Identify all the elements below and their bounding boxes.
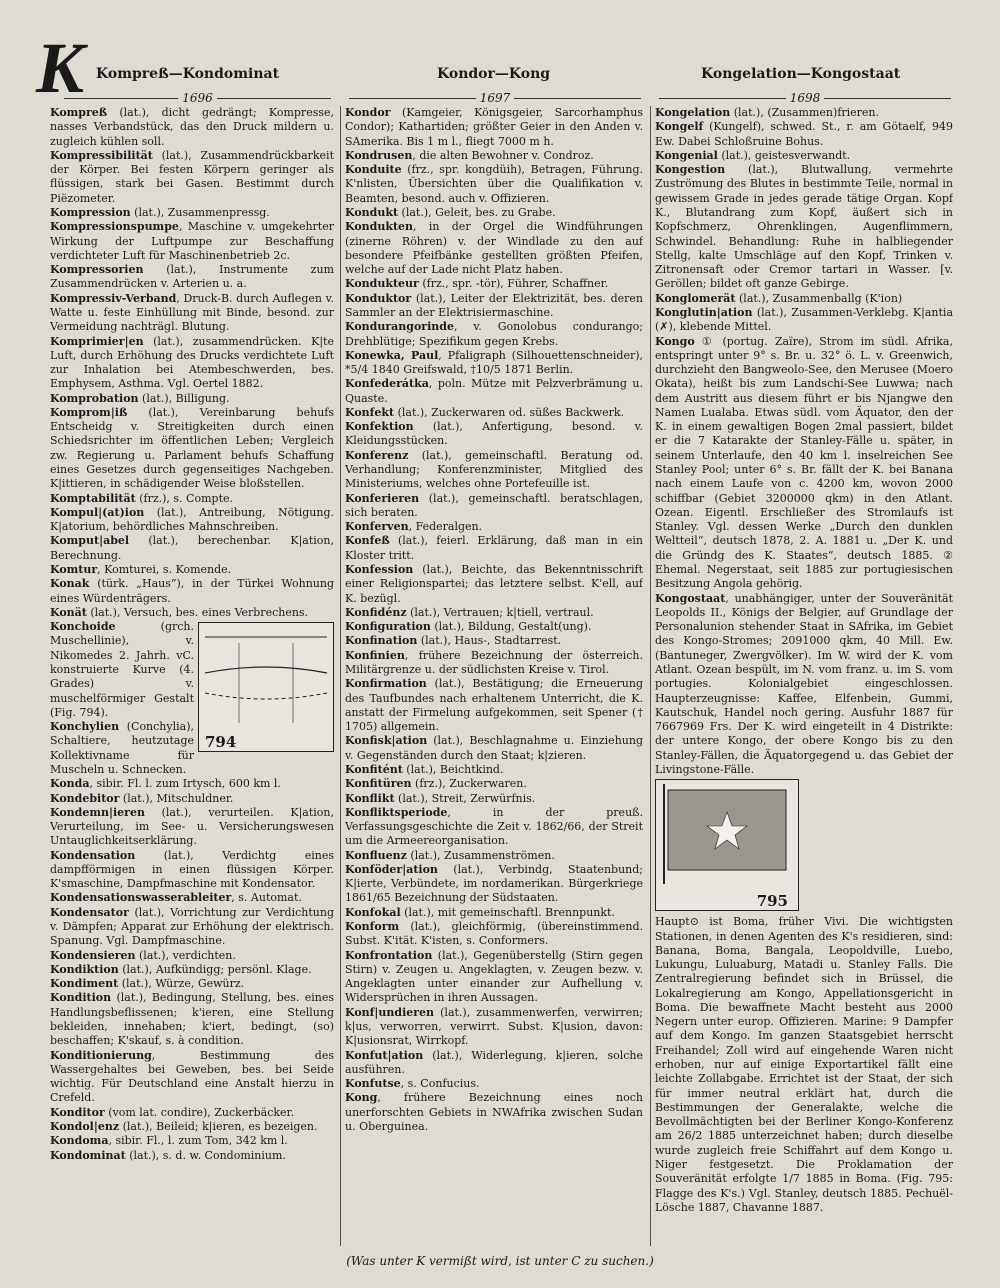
- entry-headword: Kongenial: [655, 148, 718, 162]
- dictionary-entry: [50, 1106, 334, 1120]
- entry-text: , in der preuß. Verfassungsgeschichte die Zeit v. 1862/66, der Streit um die Armeereorganisation.: [345, 805, 643, 848]
- dictionary-entry: [50, 977, 334, 991]
- entry-text: (lat.), Bestätigung; die Erneuerung des Taufbundes nach erhaltenem Unterricht, die K. anstatt der Firmelung aufgekommen, seit Spener († 1705) allgemein.: [345, 677, 643, 734]
- entry-text: (lat.), berechenbar. K|ation, Berechnung.: [50, 534, 334, 562]
- entry-text: (lat.), geistesverwandt.: [717, 148, 851, 162]
- entry-headword: Konditor: [50, 1105, 105, 1119]
- dictionary-entry: [345, 106, 643, 149]
- entry-headword: Kompul|(at)ion: [50, 505, 145, 519]
- dictionary-entry: [345, 792, 643, 806]
- dictionary-entry: [345, 606, 643, 620]
- entry-headword: Komprimier|en: [50, 334, 144, 348]
- dictionary-entry: [50, 534, 334, 563]
- dictionary-entry: [345, 420, 643, 449]
- entry-text: , die alten Bewohner v. Condroz.: [412, 148, 594, 162]
- dictionary-entry: [50, 1134, 334, 1148]
- entry-headword: Konditionierung: [50, 1048, 152, 1062]
- entry-headword: Konfidénz: [345, 605, 407, 619]
- entry-text: (lat.), Anfertigung, besond. v. Kleidungsstücken.: [345, 420, 643, 448]
- entry-text: (lat.), verurteilen. K|ation, Verurteilung, im See- u. Versicherungswesen Untauglichkeitserklärung.: [50, 805, 334, 848]
- entry-text: (lat.), Verdichtg eines dampfförmigen in einen flüssigen Körper. K'smaschine, Dampfmaschine mit Kondensator.: [50, 848, 334, 891]
- entry-text: , Federalgen.: [408, 520, 483, 534]
- dictionary-entry: [345, 863, 643, 906]
- entry-text: (Kamgeier, Königsgeier, Sarcorhamphus Condor); Kathartiden; größter Geier in den Anden v. SAmerika. Bis 1 m l., fliegt 7000 m h.: [345, 106, 643, 148]
- dictionary-entry: [50, 263, 334, 292]
- entry-headword: Konfession: [345, 563, 414, 576]
- entry-text: (Kungelf), schwed. St., r. am Götaelf, 949 Ew. Dabei Schloßruine Bohus.: [655, 120, 953, 148]
- dictionary-entry: [345, 292, 643, 321]
- dictionary-entry: [50, 806, 334, 849]
- entry-text: (türk. „Haus“), in der Türkei Wohnung eines Würdenträgers.: [50, 577, 334, 605]
- entry-text: (lat.), Leiter der Elektrizität, bes. deren Sammler an der Elektrisiermaschine.: [345, 291, 643, 319]
- dictionary-entry: [345, 620, 643, 634]
- entry-headword: Kondukt: [345, 205, 399, 219]
- entry-headword: Konfiguration: [345, 620, 431, 634]
- entry-text: (lat.), Haus-, Stadtarrest.: [417, 634, 562, 648]
- dictionary-entry: [345, 520, 643, 534]
- figure-795: [655, 779, 799, 911]
- dictionary-entry: [50, 620, 194, 720]
- footer-note: (Was unter K vermißt wird, ist unter C zu suchen.): [346, 1254, 654, 1268]
- entry-headword: Kondukten: [345, 220, 414, 234]
- entry-headword: Konfirmation: [345, 677, 427, 691]
- entry-text: (lat.), Zusammenballg (K'ion): [735, 291, 903, 305]
- dictionary-entry: [50, 406, 334, 492]
- entry-headword: Komprom|iß: [50, 405, 128, 419]
- dictionary-entry: [50, 506, 334, 535]
- dictionary-entry: [50, 149, 334, 206]
- column-rule-1: [340, 106, 341, 1246]
- entry-headword: Konferven: [345, 520, 409, 534]
- entry-headword: Konform: [345, 920, 400, 934]
- dictionary-entry: [345, 492, 643, 521]
- dictionary-entry: [655, 120, 953, 149]
- entry-headword: Konfisk|ation: [345, 734, 428, 748]
- entry-text: (lat.), zusammenwerfen, verwirren; k|us, verworren, verwirrt. Subst. K|usion, davon: K|usionsrat, Wirrkopf.: [345, 1005, 643, 1048]
- congo-flag: [656, 780, 798, 886]
- page-number-3: 1698: [655, 90, 955, 106]
- entry-text: (lat.), Zusammendrückbarkeit der Körper. Bei festen Körpern geringer als flüssigen, stark bei Gasen. Bestimmt durch Piëzometer.: [50, 148, 334, 205]
- entry-headword: Kondition: [50, 991, 112, 1005]
- entry-headword: Konduite: [345, 163, 402, 177]
- entry-headword: Kondemn|ieren: [50, 805, 145, 819]
- entry-headword: Kondensator: [50, 905, 129, 919]
- entry-text: (frz.), s. Compte.: [135, 491, 233, 505]
- dictionary-entry: [655, 306, 953, 335]
- entry-headword: Konf|undieren: [345, 1005, 435, 1019]
- entry-text: (lat.), Vertrauen; k|tiell, vertraul.: [406, 605, 594, 619]
- dictionary-entry: [345, 563, 643, 606]
- dictionary-entry: [345, 777, 643, 791]
- entry-headword: Komptabilität: [50, 491, 136, 505]
- entry-text: (lat.), verdichten.: [135, 948, 236, 962]
- entry-text: (lat.), gemeinschaftl. Beratung od. Verhandlung; Konferenzminister, Mitglied des Ministeriums, welches ohne Portefeuille ist.: [345, 448, 643, 491]
- entry-text: (lat.), feierl. Erklärung, daß man in ein Kloster tritt.: [345, 534, 643, 562]
- entry-text: (lat.), mit gemeinschaftl. Brennpunkt.: [400, 905, 615, 919]
- entry-headword: Konfluenz: [345, 848, 407, 862]
- entry-text: (lat.), Billigung.: [138, 391, 230, 405]
- dictionary-entry: [345, 534, 643, 563]
- dictionary-entry: [50, 720, 194, 777]
- entry-headword: Konfederátka: [345, 377, 429, 391]
- entry-headword: Konchoide: [50, 620, 116, 634]
- dictionary-entry: [50, 792, 334, 806]
- dictionary-entry: [50, 849, 334, 892]
- entry-text: , sibir. Fl. l. zum Irtysch, 600 km l.: [89, 777, 281, 791]
- entry-headword: Kondiment: [50, 977, 119, 991]
- entry-headword: Komtur: [50, 563, 98, 576]
- dictionary-entry: [50, 963, 334, 977]
- dictionary-entry: [345, 1091, 643, 1134]
- entry-text: (lat.), Beileid; k|ieren, es bezeigen.: [119, 1119, 318, 1133]
- dictionary-entry: [50, 991, 334, 1048]
- entry-headword: Konduktor: [345, 291, 412, 305]
- dictionary-entry: [50, 335, 334, 392]
- column-3: [655, 106, 953, 1242]
- entry-text: , Druck-B. durch Auflegen v. Watte u. feste Einhüllung mit Binde, besond. zur Vermeidung nachträgl. Blutung.: [50, 291, 334, 334]
- entry-headword: Kong: [345, 1091, 378, 1105]
- entry-headword: Konchylien: [50, 720, 120, 734]
- section-letter: K: [36, 28, 85, 108]
- entry-headword: Kondominat: [50, 1148, 126, 1162]
- entry-text: ① (portug. Zaïre), Strom im südl. Afrika, entspringt unter 9° s. Br. u. 32° ö. L. v. Greenwich, durchzieht den Bangweolo-See, den Merusee (Moero Okata), heißt bis zum Landschi-See Luwwa; nach dem Austritt aus diesem führt er bis Njangwe den Namen Lualaba. Etwas südl. vom Äquator, den der K. in einem gewaltigen Bogen 2mal passiert, bildet er die 7 Katarakte der Stanley-Fälle u. später, in seinem Unterlaufe, den 40 km l. inselreichen See Stanley Pool; unter 6° s. Br. fällt der K. bei Banana nach einem Laufe von c. 4200 km, wovon 2000 schiffbar (Gebiet 3200000 qkm) in den Atlant. Ozean. Eigentl. Erschließer des Stromlaufs ist Stanley. Vgl. dessen Werke „Durch den dunklen Weltteil“, deutsch 1878, 2. A. 1881 u. „Der K. und die Gründg des K. Staates“, deutsch 1885. ② Ehemal. Negerstaat, seit 1885 zur portugiesischen Besitzung Angola gehörig.: [655, 334, 953, 591]
- entry-text: , sibir. Fl., l. zum Tom, 342 km l.: [108, 1134, 288, 1148]
- dictionary-entry: [655, 915, 953, 1215]
- entry-headword: Konfliktsperiode: [345, 805, 448, 819]
- entry-text: (lat.), Würze, Gewürz.: [118, 977, 245, 991]
- entry-headword: Konda: [50, 777, 90, 791]
- dictionary-entry: [345, 763, 643, 777]
- entry-headword: Kondurangorinde: [345, 320, 454, 334]
- page-number-2: 1697: [345, 90, 645, 106]
- entry-text: (frz., spr. kongdüih), Betragen, Führung. K'nlisten, Übersichten über die Qualifikation v. Beamten, besond. auch v. Offizieren.: [345, 163, 643, 205]
- entry-headword: Kondensationswasserableiter: [50, 891, 232, 905]
- entry-text: , v. Gonolobus condurango; Drehblütige; Spezifikum gegen Krebs.: [345, 320, 643, 348]
- figure-794-block: [50, 620, 334, 777]
- entry-text: (lat.), Beichte, das Bekenntnisschrift einer Religionspartei; das letztere selbst. K'ell, auf K. bezügl.: [345, 563, 643, 605]
- entry-text: , unabhängiger, unter der Souveränität Leopolds II., Königs der Belgier, auf Grundlage der Personalunion stehender Staat in SAfrika, im Gebiet des Kongo-Stromes; 2091000 qkm, 40 Mill. Ew. (Bantuneger, Zwergvölker). Im W. wird der K. vom Atlant. Ozean bespült, im N. vom franz. u. im S. vom portugies. Kolonialgebiet eingeschlossen. Haupterzeugnisse: Kaffee, Elfenbein, Gummi, Kautschuk, Handel noch gering. Ausfuhr 1887 für 7667969 Frs. Der K. wird eingeteilt in 4 Distrikte: der untere Kongo, der obere Kongo bis zu den Stanley-Fällen, die Äquatorgegend u. das Gebiet der Livingstone-Fälle.: [655, 591, 953, 776]
- entry-text: (frz.), Zuckerwaren.: [411, 777, 527, 791]
- entry-headword: Kondensation: [50, 848, 136, 862]
- conchoid-diagram: [199, 623, 333, 729]
- dictionary-entry: [655, 163, 953, 292]
- entry-headword: Kongo: [655, 334, 695, 348]
- entry-text: , s. Automat.: [231, 891, 302, 905]
- dictionary-entry: [50, 492, 334, 506]
- dictionary-entry: [50, 777, 334, 791]
- entry-text: (lat.), gleichförmig, (übereinstimmend. Subst. K'ität. K'isten, s. Conformers.: [345, 920, 643, 948]
- entry-text: (lat.), Beschlagnahme u. Einziehung v. Gegenständen durch den Staat; k|zieren.: [345, 734, 643, 762]
- entry-headword: Kondrusen: [345, 148, 413, 162]
- entry-text: (lat.), Vorrichtung zur Verdichtung v. Dämpfen; Apparat zur Erhöhung der elektrisch. Spanung. Vgl. Dampfmaschine.: [50, 905, 334, 948]
- entry-text: (vom lat. condire), Zuckerbäcker.: [104, 1105, 295, 1119]
- entry-text: (lat.), Antreibung, Nötigung. K|atorium, behördliches Mahnschreiben.: [50, 505, 334, 534]
- entry-text: , Pfaligraph (Silhouettenschneider), *5/4 1840 Greifswald, †10/5 1871 Berlin.: [345, 348, 643, 377]
- header-right: Kongelation—Kongostaat: [701, 66, 901, 82]
- entry-headword: Konfokal: [345, 905, 401, 919]
- entry-text: , frühere Bezeichnung der österreich. Militärgrenze u. der südlichsten Kreise v. Tirol.: [345, 648, 643, 676]
- dictionary-entry: [345, 677, 643, 734]
- entry-text: (lat.), Vereinbarung behufs Entscheidg v. Streitigkeiten durch einen Schiedsrichter im öffentlichen Leben; Vergleich zw. Regierung u. Parlament behufs Schaffung eines Gesetzes durch gegenseitiges Nachgeben. K|ittieren, in schädigender Weise bloßstellen.: [50, 405, 334, 491]
- dictionary-entry: [50, 949, 334, 963]
- entry-headword: Kondoma: [50, 1134, 109, 1148]
- dictionary-entry: [345, 906, 643, 920]
- figure-795-label: 795: [756, 891, 788, 910]
- entry-headword: Kondor: [345, 106, 391, 119]
- entry-text: , Maschine v. umgekehrter Wirkung der Luftpumpe zur Beschaffung verdichteter Luft für Maschinenbetrieb 2c.: [50, 220, 334, 262]
- dictionary-entry: [655, 292, 953, 306]
- entry-text: (lat.), Zusammenströmen.: [406, 848, 555, 862]
- dictionary-entry: [345, 449, 643, 492]
- entry-headword: Konferenz: [345, 448, 409, 462]
- entry-text: , frühere Bezeichnung eines noch unerforschten Gebiets in NWAfrika zwischen Sudan u. Oberguinea.: [345, 1091, 643, 1133]
- entry-text: (lat.), Aufkündigg; persönl. Klage.: [118, 962, 312, 976]
- entry-text: Haupt⊙ ist Boma, früher Vivi. Die wichtigsten Stationen, in denen Agenten des K's residieren, sind: Banana, Boma, Bangala, Leopoldville, Luebo, Lukungu, Luluaburg, Matadi u. Stanley Falls. Die Zentralregierung befindet sich in Brüssel, die Lokalregierung am Kongo, Appellationsgericht in Boma. Die bewaffnete Macht besteht aus 2000 Negern unter europ. Offizieren. Marine: 9 Dampfer auf dem Kongo. Im ganzen Staatsgebiet herrscht Freihandel; Zoll wird auf eingehende Waren nicht erhoben, nur auf einige Exportartikel fällt eine leichte Zollabgabe. Errichtet ist der Staat, der sich für immer neutral erklärt hat, durch die Bestimmungen der Generalakte, welche die Bevollmächtigten bei der Berliner Kongo-Konferenz am 26/2 1885 unterzeichnet haben; durch dieselbe wurde zugleich freie Schiffahrt auf dem Kongo u. Niger festgesetzt. Die Proklamation der Souveränität erfolgte 1/7 1885 in Boma. (Fig. 795: Flagge des K's.) Vgl. Stanley, deutsch 1885. Pechuël-Lösche 1887, Chavanne 1887.: [655, 915, 953, 1214]
- figure-794-label: 794: [205, 732, 237, 751]
- entry-headword: Kondol|enz: [50, 1119, 120, 1133]
- entry-text: , in der Orgel die Windführungen (zinerne Röhren) v. der Windlade zu den auf besondere Pfeifbänke gestellten größten Pfeifen, welche auf der Lade nicht Platz haben.: [345, 220, 643, 277]
- entry-headword: Konfekt: [345, 405, 395, 419]
- dictionary-entry: [345, 734, 643, 763]
- entry-text: (lat.), Bedingung, Stellung, bes. eines Handlungsbeflissenen; k'ieren, eine Stellung bekleiden, innehaben; k'iert, bedingt, (so) beschaffen; K'skauf, s. à condition.: [50, 991, 334, 1048]
- dictionary-entry: [655, 106, 953, 120]
- entry-headword: Konfeß: [345, 534, 390, 548]
- entry-headword: Kompressiv-Verband: [50, 291, 177, 305]
- entry-text: (lat.), (Zusammen)frieren.: [730, 106, 879, 119]
- entry-text: (lat.), zusammendrücken. K|te Luft, durch Erhöhung des Drucks verdichtete Luft zur Inhalation bei Atembeschwerden, bes. Emphysem, Asthma. Vgl. Oertel 1882.: [50, 334, 334, 391]
- dictionary-entry: [345, 1077, 643, 1091]
- entry-text: (lat.), Mitschuldner.: [119, 791, 234, 805]
- entry-headword: Kompression: [50, 205, 131, 219]
- entry-headword: Kondiktion: [50, 962, 119, 976]
- entry-headword: Kongestion: [655, 163, 726, 177]
- entry-headword: Konflikt: [345, 791, 395, 805]
- entry-headword: Komprobation: [50, 391, 139, 405]
- entry-text: (Conchylia), Schaltiere, heutzutage Kollektivname für Muscheln u. Schnecken.: [50, 720, 194, 776]
- dictionary-entry: [50, 220, 334, 263]
- dictionary-entry: [345, 649, 643, 678]
- entry-text: (lat.), Zusammenpressg.: [130, 205, 270, 219]
- dictionary-entry: [50, 1120, 334, 1134]
- dictionary-entry: [655, 149, 953, 163]
- dictionary-entry: [50, 1149, 334, 1163]
- entry-headword: Kondensieren: [50, 948, 136, 962]
- entry-headword: Kompressorien: [50, 263, 144, 277]
- entry-text: (grch. Muschellinie), v. Nikomedes 2. Jahrh. vC. konstruierte Kurve (4. Grades) v. muschelförmiger Gestalt (Fig. 794).: [50, 620, 194, 719]
- entry-text: (lat.), dicht gedrängt; Kompresse, nasses Verbandstück, das den Druck mildern u. zugleich kühlen soll.: [50, 106, 334, 148]
- dictionary-entry: [345, 149, 643, 163]
- header-left: Kompreß—Kondominat: [96, 66, 280, 82]
- entry-headword: Konfut|ation: [345, 1048, 424, 1062]
- entry-headword: Kondukteur: [345, 277, 419, 291]
- entry-headword: Konfutse: [345, 1077, 401, 1091]
- entry-headword: Konglutin|ation: [655, 305, 753, 319]
- entry-headword: Konfitént: [345, 762, 403, 776]
- entry-headword: Konfitüren: [345, 777, 412, 791]
- entry-text: (lat.), Versuch, bes. eines Verbrechens.: [86, 605, 309, 619]
- entry-text: (lat.), Geleit, bes. zu Grabe.: [398, 205, 556, 219]
- figure-795-block: [655, 777, 953, 915]
- entry-headword: Kondebitor: [50, 791, 120, 805]
- entry-headword: Konewka, Paul: [345, 348, 439, 362]
- entry-text: (lat.), Blutwallung, vermehrte Zuströmung des Blutes in bestimmte Teile, normal in gewissem Grade in jedes gerade tätige Organ. Kopf K., Blutandrang zum Kopf, äußert sich in Kopfschmerz, Ohrenklingen, Augenflimmern, Schwindel. Behandlung: Ruhe in halbliegender Stellg, kalte Umschläge auf den Kopf, Trinken v. Zitronensaft oder Cremor tartari in Wasser. [v. Geröllen; bildet oft ganze Gebirge.: [655, 163, 953, 291]
- entry-headword: Kongelation: [655, 106, 731, 119]
- header-middle: Kondor—Kong: [437, 66, 551, 82]
- entry-headword: Kompreß: [50, 106, 108, 119]
- entry-headword: Konfrontation: [345, 948, 433, 962]
- column-2: [345, 106, 643, 1242]
- dictionary-entry: [345, 377, 643, 406]
- dictionary-entry: [655, 592, 953, 778]
- entry-text: (lat.), Gegenüberstellg (Stirn gegen Stirn) v. Zeugen u. Angeklagten, v. Zeugen bezw. v. Angeklagten unter einander zur Aufhellung v. Widersprüchen in ihren Aussagen.: [345, 948, 643, 1005]
- dictionary-entry: [345, 949, 643, 1006]
- dictionary-entry: [345, 1049, 643, 1078]
- dictionary-entry: [50, 906, 334, 949]
- dictionary-entry: [345, 634, 643, 648]
- dictionary-entry: [50, 392, 334, 406]
- entry-text: (frz., spr. -tör), Führer, Schaffner.: [418, 277, 609, 291]
- dictionary-entry: [345, 277, 643, 291]
- dictionary-entry: [50, 1049, 334, 1106]
- entry-text: , s. Confucius.: [400, 1077, 480, 1091]
- entry-headword: Kongelf: [655, 120, 704, 134]
- dictionary-entry: [345, 849, 643, 863]
- entry-headword: Konak: [50, 577, 90, 591]
- entry-headword: Konglomerät: [655, 291, 736, 305]
- dictionary-entry: [50, 106, 334, 149]
- entry-headword: Konät: [50, 605, 87, 619]
- entry-text: (lat.), Zuckerwaren od. süßes Backwerk.: [394, 405, 625, 419]
- dictionary-entry: [345, 320, 643, 349]
- dictionary-entry: [345, 920, 643, 949]
- dictionary-entry: [50, 891, 334, 905]
- column-rule-2: [650, 106, 651, 1246]
- entry-text: (lat.), s. d. w. Condominium.: [125, 1148, 286, 1162]
- entry-headword: Konferieren: [345, 491, 420, 505]
- dictionary-entry: [50, 606, 334, 620]
- entry-text: (lat.), Bildung, Gestalt(ung).: [430, 620, 592, 634]
- dictionary-entry: [655, 335, 953, 592]
- dictionary-entry: [345, 163, 643, 206]
- entry-headword: Kompressionspumpe: [50, 220, 179, 234]
- dictionary-entry: [345, 406, 643, 420]
- entry-text: , poln. Mütze mit Pelzverbrämung u. Quaste.: [345, 377, 643, 405]
- page-number-1: 1696: [60, 90, 335, 106]
- entry-text: (lat.), Widerlegung, k|ieren, solche ausführen.: [345, 1048, 643, 1076]
- entry-text: (lat.), Streit, Zerwürfnis.: [394, 791, 536, 805]
- dictionary-entry: [345, 1006, 643, 1049]
- entry-headword: Konfination: [345, 634, 418, 648]
- dictionary-entry: [50, 206, 334, 220]
- dictionary-entry: [345, 806, 643, 849]
- figure-794: [198, 622, 334, 752]
- entry-headword: Konfinien: [345, 648, 405, 662]
- entry-text: , Bestimmung des Wassergehaltes bei Geweben, bes. bei Seide wichtig. Für Deutschland eine Anstalt hierzu in Crefeld.: [50, 1048, 334, 1105]
- entry-text: (lat.), Beichtkind.: [402, 762, 504, 776]
- entry-headword: Komput|abel: [50, 534, 130, 548]
- entry-headword: Konföder|ation: [345, 862, 438, 876]
- dictionary-entry: [345, 349, 643, 378]
- dictionary-entry: [345, 220, 643, 277]
- entry-headword: Konfektion: [345, 420, 414, 434]
- dictionary-entry: [50, 577, 334, 606]
- dictionary-entry: [50, 292, 334, 335]
- entry-headword: Kompressibilität: [50, 148, 153, 162]
- entry-text: , Komturei, s. Komende.: [97, 563, 232, 576]
- entry-text: (lat.), Instrumente zum Zusammendrücken v. Arterien u. a.: [50, 263, 334, 291]
- entry-text: (lat.), Verbindg, Staatenbund; K|ierte, Verbündete, im nordamerikan. Bürgerkriege 1861/65 Bezeichnung der Südstaaten.: [345, 862, 643, 905]
- column-1: [50, 106, 334, 1242]
- entry-text: (lat.), gemeinschaftl. beratschlagen, sich beraten.: [345, 491, 643, 519]
- dictionary-entry: [345, 206, 643, 220]
- entry-text: (lat.), Zusammen-Verklebg. K|antia (✗), klebende Mittel.: [655, 305, 953, 334]
- entry-headword: Kongostaat: [655, 591, 726, 605]
- dictionary-entry: [50, 563, 334, 577]
